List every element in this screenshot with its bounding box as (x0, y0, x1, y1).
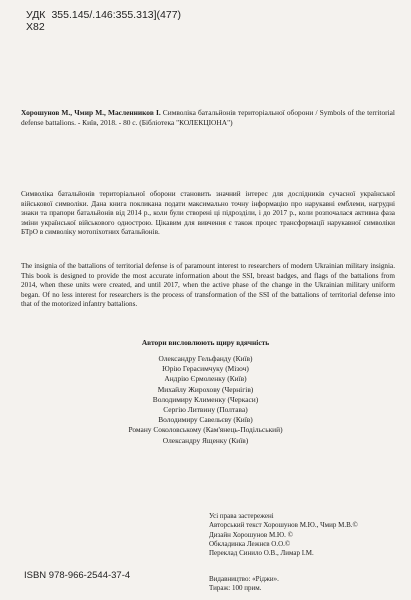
publisher-block (209, 575, 279, 594)
acknowledgement-name: Сергію Литвину (Полтава) (163, 405, 248, 415)
acknowledgement-name: Олександру Ященку (Київ) (162, 435, 249, 445)
udk-code: 355.145/.146:355.313](477) (51, 9, 182, 21)
udk-classification (26, 9, 181, 33)
acknowledgements-list (0, 354, 411, 446)
print-run-line: Тираж: 100 прим. (209, 584, 262, 593)
author-mark: Х82 (26, 21, 45, 33)
acknowledgement-name: Володимиру Клименку (Черкаси) (152, 394, 259, 404)
udk-label: УДК (26, 9, 46, 21)
annotation-english: The insignia of the battalions of territorial defense is of paramount interest to researchers of modern Ukrainian military insignia. This book is designed to provide the most accurate information about the SSI, breast badges, and flags of the battalions from 2014, when these units were created, and until 2017, when the active phase of the change in the Ukrainian military uniform began. Of no less interest for researchers is the process of transformation of the SSI of the battalions of territorial defense into that of the motorized infantry battalions. (21, 262, 395, 309)
acknowledgements-title: Автори висловлюють щиру вдячність (141, 338, 270, 347)
acknowledgement-name: Юрію Герасимчуку (Мізоч) (162, 364, 249, 374)
bibliographic-text: Символіка батальйонів територіальної оборони / Symbols of the territorial defense battalions. - Київ, 2018. - 80 с. (Бібліотека "КОЛЕКЦІОНА") (21, 108, 395, 128)
isbn: ISBN 978-966-2544-37-4 (24, 570, 131, 581)
copyright-line: Дизайн Хорошунов М.Ю. © (209, 530, 293, 539)
copyright-block (209, 512, 358, 558)
bibliographic-record (21, 108, 395, 129)
bibliographic-authors: Хорошунов М., Чмир М., Масленников І. (21, 108, 161, 117)
acknowledgement-name: Володимиру Савельєву (Київ) (158, 415, 253, 425)
copyright-line: Усі права застережені (209, 512, 274, 520)
publisher-line: Видавництво: «Ріджи». (209, 575, 279, 583)
copyright-line: Переклад Синило О.В., Лимар І.М. (209, 549, 314, 558)
acknowledgement-name: Роману Соколовському (Кам'янець-Подільський) (128, 425, 283, 435)
acknowledgement-name: Андрію Єрмоленку (Київ) (164, 374, 247, 384)
copyright-line: Авторський текст Хорошунов М.Ю., Чмир М.В.© (209, 521, 358, 530)
acknowledgement-name: Олександру Гельфанду (Київ) (158, 354, 253, 363)
acknowledgement-name: Михайлу Жирохову (Чернігів) (157, 384, 254, 394)
annotation-ukrainian: Символіка батальйонів територіальної оборони становить значний інтерес для дослідників сучасної української військової символіки. Дана книга покликана подати максимально точну інформацію про нарукавні емблеми, нагрудні знаки та прапори батальйонів від 2014 р., коли були створені ці підрозділи, і до 2017 р., коли розпочалася активна фаза зміни української військового однострою. Цікавим для вивчення є також процес трансформації нарукавної символіки БТрО в символіку мотопіхотних батальйонів. (21, 190, 395, 237)
copyright-line: Обкладинка Лежнєв О.О.© (209, 539, 291, 548)
